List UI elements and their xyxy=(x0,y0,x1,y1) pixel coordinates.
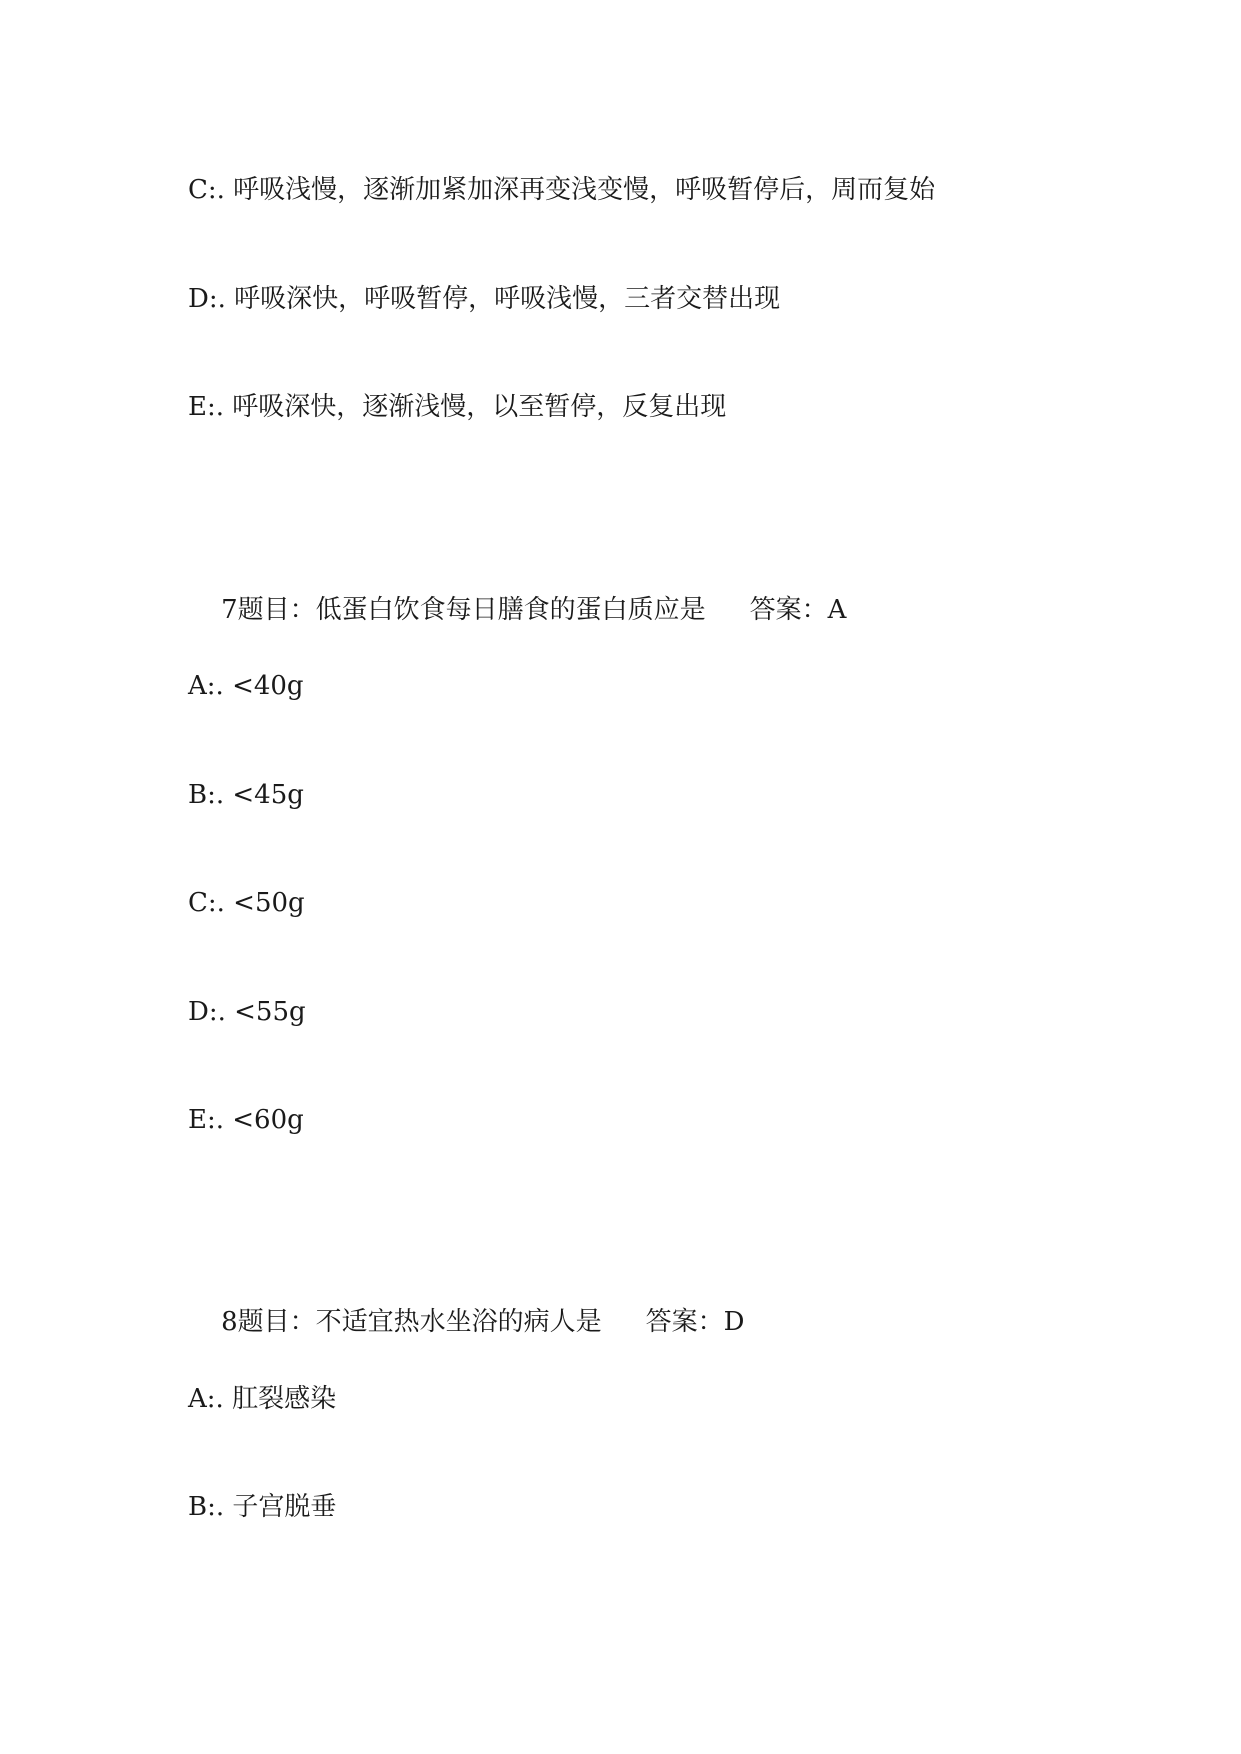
option-c: C:. 呼吸浅慢，逐渐加紧加深再变浅变慢，呼吸暂停后，周而复始 xyxy=(188,175,936,205)
question-8-text: 8题目：不适宜热水坐浴的病人是 xyxy=(221,1307,602,1337)
option-d: D:. 呼吸深快，呼吸暂停，呼吸浅慢，三者交替出现 xyxy=(188,284,781,314)
question-7-answer: 答案：A xyxy=(749,595,847,625)
q8-option-b: B:. 子宫脱垂 xyxy=(188,1492,337,1522)
option-e: E:. 呼吸深快，逐渐浅慢，以至暂停，反复出现 xyxy=(188,392,727,422)
q8-option-a: A:. 肛裂感染 xyxy=(188,1384,337,1414)
q7-option-e: E:. <60g xyxy=(188,1105,304,1135)
q7-option-b: B:. <45g xyxy=(188,780,304,810)
question-7-text: 7题目：低蛋白饮食每日膳食的蛋白质应是 xyxy=(221,595,706,625)
q7-option-a: A:. <40g xyxy=(188,671,304,701)
question-8 xyxy=(188,1274,744,1370)
q7-option-c: C:. <50g xyxy=(188,888,305,918)
question-7 xyxy=(188,562,846,658)
q7-option-d: D:. <55g xyxy=(188,997,306,1027)
question-8-answer: 答案：D xyxy=(645,1307,745,1337)
